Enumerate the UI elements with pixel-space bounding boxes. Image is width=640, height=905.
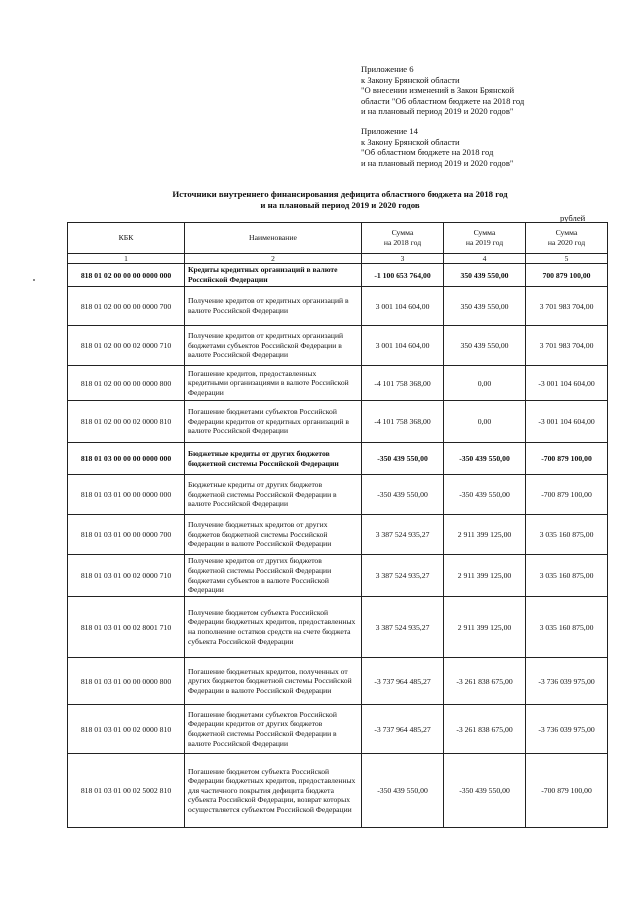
table-row [68,515,608,555]
amount-2019-cell: 0,00 [444,366,526,401]
amount-2018-cell: 3 001 104 604,00 [362,287,444,326]
kbk-cell: 818 01 02 00 00 00 0000 700 [68,287,185,326]
title-line-1: Источники внутреннего финансирования дефицита областного бюджета на 2018 год [172,189,508,199]
amount-2020-cell: -700 879 100,00 [526,443,608,475]
header-2020-line-2: на 2020 год [547,238,586,247]
header-2018-line-2: на 2018 год [383,238,422,247]
column-index: 4 [444,254,526,264]
header-2020 [526,223,608,254]
units-label: рублей [560,213,586,223]
kbk-cell: 818 01 03 01 00 02 5002 810 [68,754,185,828]
table-row [68,401,608,443]
amount-2018-cell: -3 737 964 485,27 [362,658,444,705]
header-2020-line-1: Сумма [555,228,578,237]
scan-mark [33,279,35,281]
amount-2019-cell: -350 439 550,00 [444,754,526,828]
amount-2019-cell: -350 439 550,00 [444,475,526,515]
amount-2018-cell: -350 439 550,00 [362,443,444,475]
kbk-cell: 818 01 03 01 00 02 0000 810 [68,705,185,754]
amount-2020-cell: 3 035 160 875,00 [526,555,608,597]
name-cell: Погашение бюджетами субъектов Российской Федерации кредитов от кредитных организаций в валюте Российской Федерации [185,401,362,443]
amount-2019-cell: 2 911 399 125,00 [444,597,526,658]
kbk-cell: 818 01 03 00 00 00 0000 000 [68,443,185,475]
name-cell: Погашение бюджетами субъектов Российской Федерации кредитов от других бюджетов бюджетной системы Российской Федерации в валюте Российской Федерации [185,705,362,754]
amount-2020-cell: -3 001 104 604,00 [526,401,608,443]
amount-2020-cell: -700 879 100,00 [526,475,608,515]
table-row [68,705,608,754]
table-row [68,443,608,475]
appendix-6-line: Приложение 6 [361,64,414,74]
table-row [68,555,608,597]
kbk-cell: 818 01 03 01 00 02 0000 710 [68,555,185,597]
column-index: 1 [68,254,185,264]
column-index: 5 [526,254,608,264]
amount-2019-cell: 350 439 550,00 [444,326,526,366]
amount-2018-cell: 3 387 524 935,27 [362,555,444,597]
name-cell: Погашение бюджетом субъекта Российской Федерации бюджетных кредитов, предоставленных для частичного покрытия дефицита бюджета субъекта Российской Федерации, возврат которых осуществляется субъектом Российской Федерации [185,754,362,828]
table-row [68,658,608,705]
name-cell: Бюджетные кредиты от других бюджетов бюджетной системы Российской Федерации в валюте Российской Федерации [185,475,362,515]
amount-2018-cell: 3 387 524 935,27 [362,515,444,555]
name-cell: Бюджетные кредиты от других бюджетов бюджетной системы Российской Федерации [185,443,362,475]
amount-2020-cell: -700 879 100,00 [526,754,608,828]
table-row [68,754,608,828]
kbk-cell: 818 01 03 01 00 02 8001 710 [68,597,185,658]
amount-2019-cell: 2 911 399 125,00 [444,555,526,597]
table-row [68,264,608,287]
appendix-14-line: Приложение 14 [361,125,418,136]
document-title [40,189,640,211]
amount-2020-cell: 700 879 100,00 [526,264,608,287]
table-row [68,287,608,326]
amount-2019-cell: 2 911 399 125,00 [444,515,526,555]
amount-2018-cell: 3 387 524 935,27 [362,597,444,658]
amount-2018-cell: 3 001 104 604,00 [362,326,444,366]
amount-2020-cell: 3 701 983 704,00 [526,287,608,326]
amount-2018-cell: -350 439 550,00 [362,475,444,515]
kbk-cell: 818 01 02 00 00 02 0000 810 [68,401,185,443]
kbk-cell: 818 01 03 01 00 00 0000 700 [68,515,185,555]
amount-2020-cell: -3 001 104 604,00 [526,366,608,401]
amount-2019-cell: -3 261 838 675,00 [444,705,526,754]
appendix-6-line: и на плановый период 2019 и 2020 годов" [361,106,514,117]
appendix-14-line: к Закону Брянской области [361,136,460,147]
appendix-6-line: к Закону Брянской области [361,74,460,85]
kbk-cell: 818 01 02 00 00 02 0000 710 [68,326,185,366]
header-kbk: КБК [68,223,185,254]
appendix-14-block [361,126,631,168]
amount-2018-cell: -3 737 964 485,27 [362,705,444,754]
kbk-cell: 818 01 03 01 00 00 0000 800 [68,658,185,705]
appendix-14-line: "Об областном бюджете на 2018 год [361,147,494,158]
header-2018-line-1: Сумма [391,228,414,237]
name-cell: Погашение бюджетных кредитов, полученных от других бюджетов бюджетной системы Российской Федерации в валюте Российской Федерации [185,658,362,705]
amount-2020-cell: -3 736 039 975,00 [526,658,608,705]
amount-2020-cell: -3 736 039 975,00 [526,705,608,754]
header-2019-line-1: Сумма [473,228,496,237]
amount-2019-cell: 350 439 550,00 [444,287,526,326]
table-header-row [68,223,608,254]
table-row [68,475,608,515]
table-row [68,326,608,366]
amount-2018-cell: -350 439 550,00 [362,754,444,828]
name-cell: Получение бюджетом субъекта Российской Федерации бюджетных кредитов, предоставленных на пополнение остатков средств на счете бюджета субъекта Российской Федерации [185,597,362,658]
appendix-6-line: области "Об областном бюджете на 2018 год [361,95,525,106]
column-index: 3 [362,254,444,264]
name-cell: Получение кредитов от других бюджетов бюджетной системы Российской Федерации бюджетами субъектов в валюте Российской Федерации [185,555,362,597]
appendix-6-block [361,64,631,117]
header-2018 [362,223,444,254]
amount-2020-cell: 3 035 160 875,00 [526,515,608,555]
header-2019-line-2: на 2019 год [465,238,504,247]
name-cell: Получение бюджетных кредитов от других бюджетов бюджетной системы Российской Федерации в валюте Российской Федерации [185,515,362,555]
name-cell: Получение кредитов от кредитных организаций бюджетами субъектов Российской Федерации в валюте Российской Федерации [185,326,362,366]
amount-2019-cell: 0,00 [444,401,526,443]
name-cell: Погашение кредитов, предоставленных кредитными организациями в валюте Российской Федерации [185,366,362,401]
column-index-row [68,254,608,264]
amount-2019-cell: -350 439 550,00 [444,443,526,475]
appendix-14-line: и на плановый период 2019 и 2020 годов" [361,157,514,168]
amount-2019-cell: 350 439 550,00 [444,264,526,287]
name-cell: Получение кредитов от кредитных организаций в валюте Российской Федерации [185,287,362,326]
amount-2020-cell: 3 701 983 704,00 [526,326,608,366]
amount-2018-cell: -1 100 653 764,00 [362,264,444,287]
amount-2018-cell: -4 101 758 368,00 [362,401,444,443]
amount-2019-cell: -3 261 838 675,00 [444,658,526,705]
kbk-cell: 818 01 02 00 00 00 0000 000 [68,264,185,287]
financing-sources-table [67,222,608,828]
amount-2018-cell: -4 101 758 368,00 [362,366,444,401]
appendix-header [361,64,631,177]
kbk-cell: 818 01 03 01 00 00 0000 000 [68,475,185,515]
name-cell: Кредиты кредитных организаций в валюте Российской Федерации [185,264,362,287]
kbk-cell: 818 01 02 00 00 00 0000 800 [68,366,185,401]
table-row [68,597,608,658]
appendix-6-line: "О внесении изменений в Закон Брянской [361,85,515,96]
table-row [68,366,608,401]
column-index: 2 [185,254,362,264]
title-line-2: и на плановый период 2019 и 2020 годов [260,200,420,210]
header-2019 [444,223,526,254]
amount-2020-cell: 3 035 160 875,00 [526,597,608,658]
header-name: Наименование [185,223,362,254]
